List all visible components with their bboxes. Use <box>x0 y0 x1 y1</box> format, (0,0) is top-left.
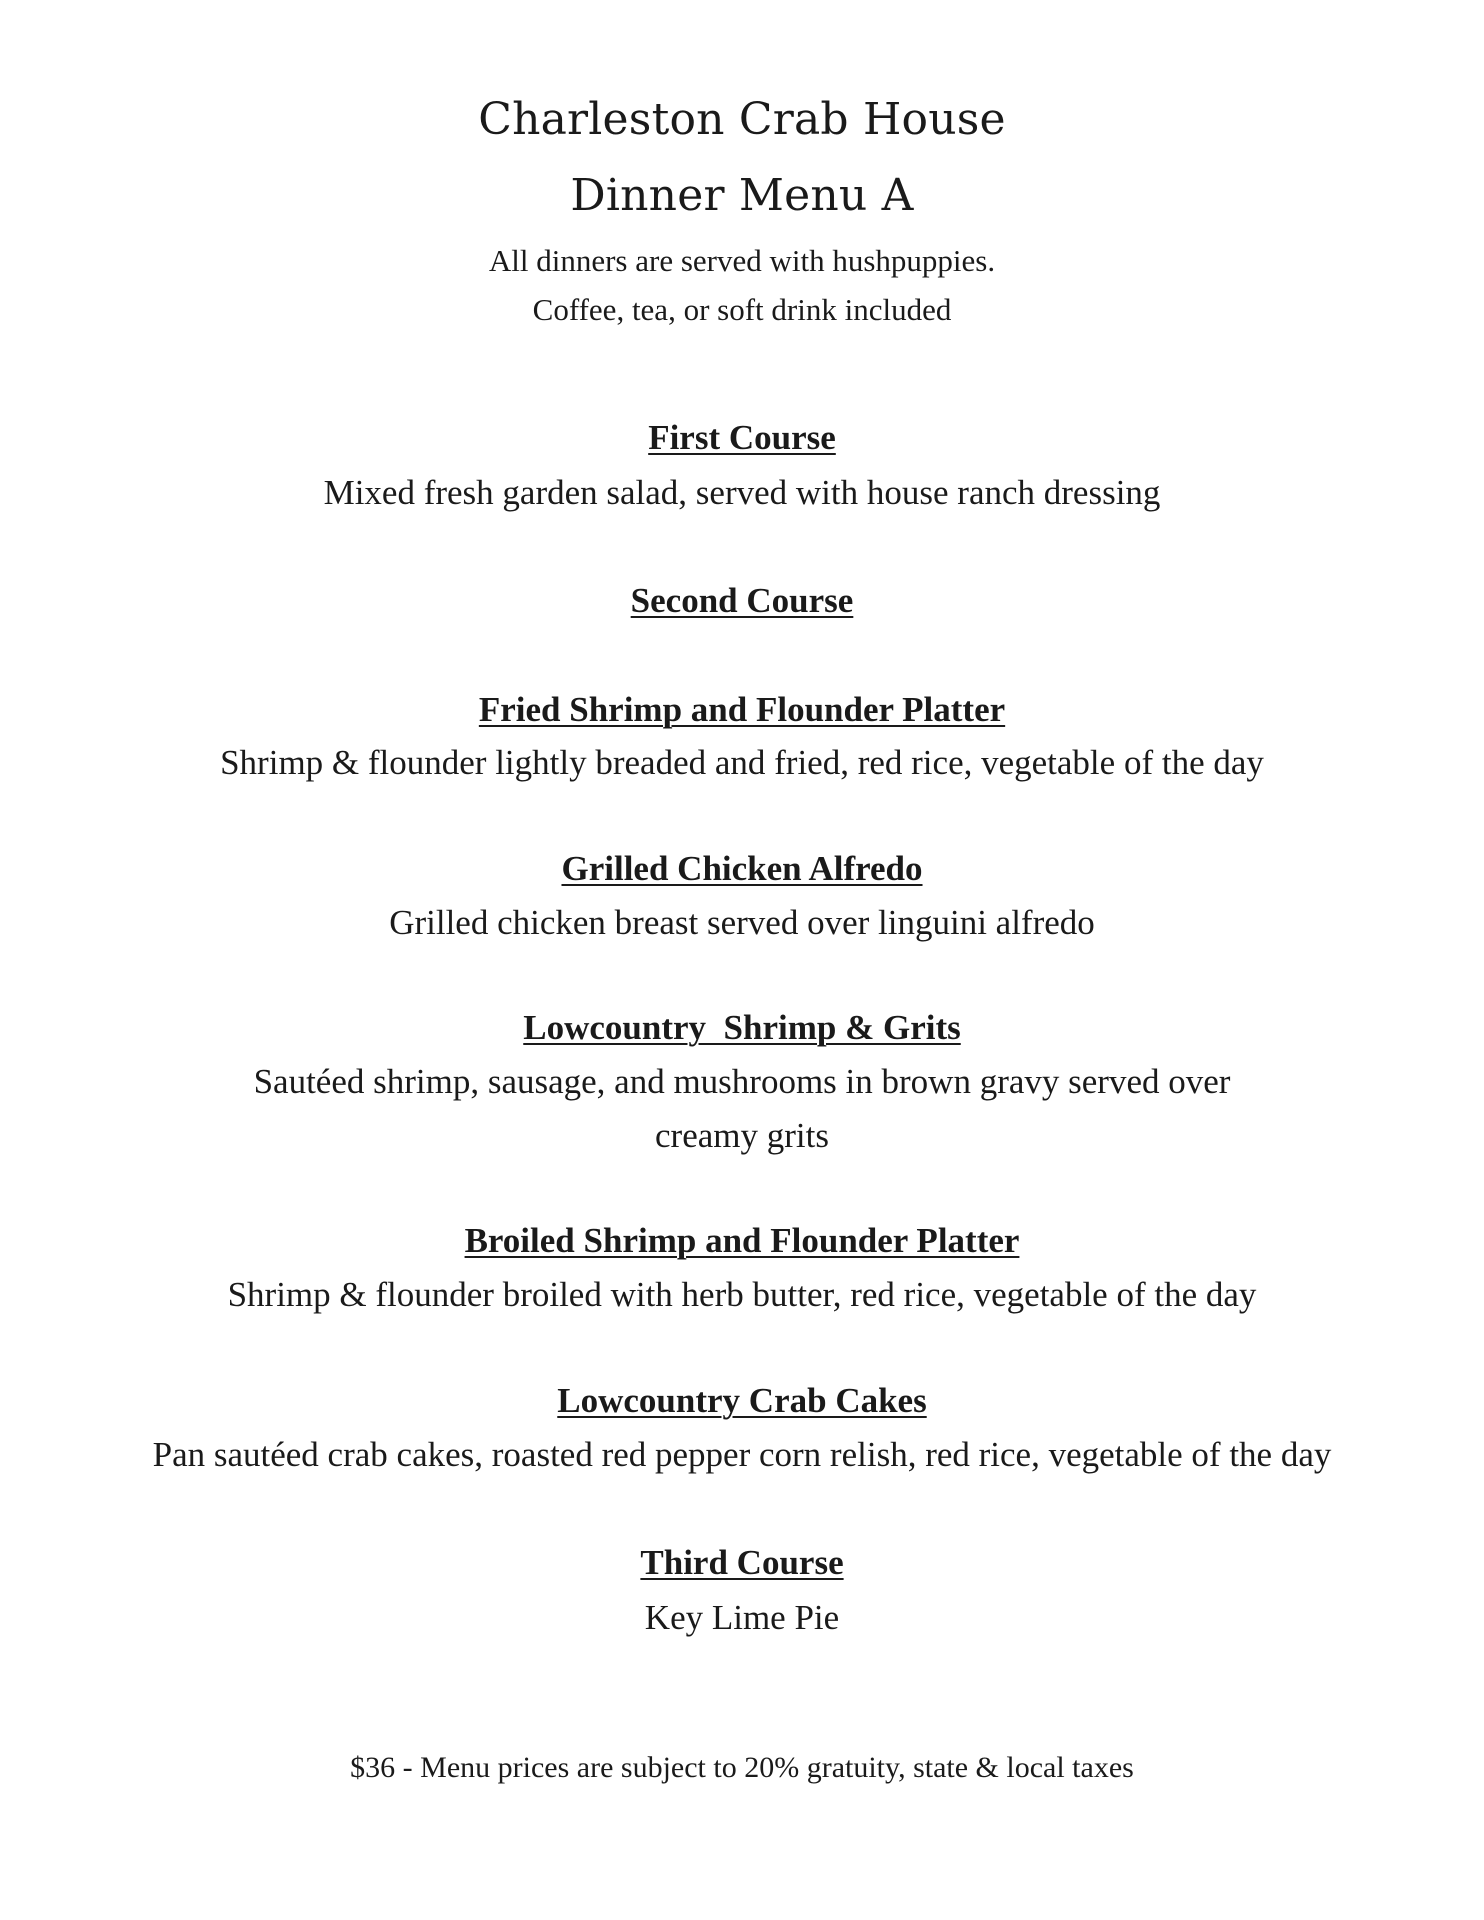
menu-item-description: Grilled chicken breast served over linguini alfredo <box>389 903 1095 942</box>
menu-item-description: Sautéed shrimp, sausage, and mushrooms in brown gravy served over <box>253 1062 1231 1101</box>
price-note: $36 - Menu prices are subject to 20% gratuity, state & local taxes <box>350 1751 1134 1784</box>
menu-item-description: creamy grits <box>655 1116 829 1155</box>
menu-item-name: Lowcountry Shrimp & Grits <box>523 1008 961 1047</box>
first-course-description: Mixed fresh garden salad, served with house ranch dressing <box>323 473 1161 512</box>
menu-name: Dinner Menu A <box>570 170 914 221</box>
intro-line: Coffee, tea, or soft drink included <box>532 292 952 327</box>
menu-item-description: Shrimp & flounder broiled with herb butter, red rice, vegetable of the day <box>227 1275 1257 1314</box>
restaurant-name: Charleston Crab House <box>478 94 1006 145</box>
third-course-heading: Third Course <box>640 1543 844 1582</box>
menu-item-name: Broiled Shrimp and Flounder Platter <box>464 1221 1020 1260</box>
intro-line: All dinners are served with hushpuppies. <box>488 243 996 278</box>
first-course-heading: First Course <box>648 418 836 457</box>
menu-item-name: Lowcountry Crab Cakes <box>557 1381 927 1420</box>
menu-item-name: Grilled Chicken Alfredo <box>561 849 923 888</box>
menu-item-name: Fried Shrimp and Flounder Platter <box>478 690 1006 729</box>
menu-item-description: Shrimp & flounder lightly breaded and fried, red rice, vegetable of the day <box>220 743 1264 782</box>
menu-item-description: Pan sautéed crab cakes, roasted red pepper corn relish, red rice, vegetable of the day <box>152 1435 1332 1474</box>
third-course-description: Key Lime Pie <box>644 1598 840 1637</box>
second-course-heading: Second Course <box>630 581 854 620</box>
